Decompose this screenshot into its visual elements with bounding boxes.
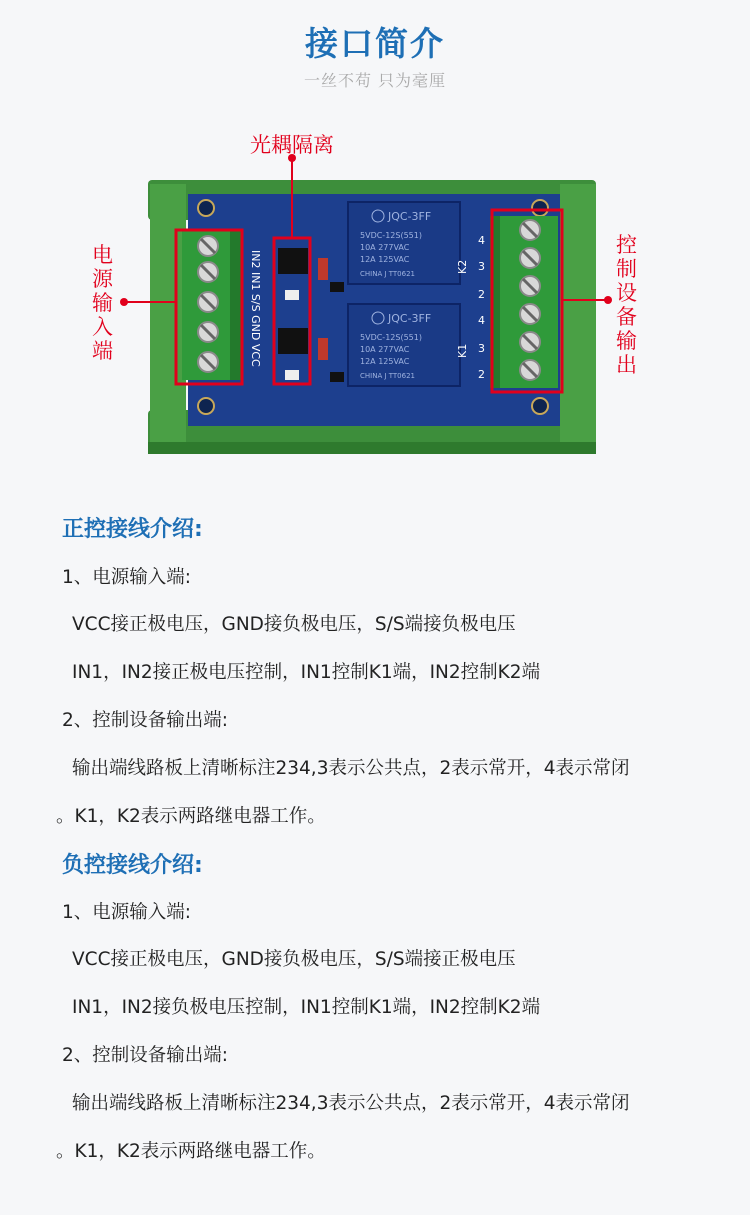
mount-hole — [198, 200, 214, 216]
text-line: 。K1，K2表示两路继电器工作。 — [56, 806, 326, 827]
relay-k2-spec1: 5VDC-12S(551) — [360, 231, 422, 240]
relay-k1-brand: JQC-3FF — [388, 312, 432, 325]
relay-k1-spec2: 10A 277VAC — [360, 345, 410, 354]
terminal-number: 3 — [478, 260, 485, 273]
text-line: 2、控制设备输出端: — [62, 710, 229, 731]
callout-optocoupler-label: 光耦隔离 — [250, 133, 334, 157]
text-line: 1、电源输入端: — [62, 567, 192, 588]
section-heading-negative-control: 负控接线介绍: — [62, 853, 203, 878]
svg-text:控: 控 — [616, 233, 637, 257]
svg-text:源: 源 — [92, 267, 113, 291]
svg-text:设: 设 — [616, 281, 637, 305]
relay-k2-spec4: CHINA J TT0621 — [360, 270, 415, 278]
svg-text:输: 输 — [616, 329, 637, 353]
svg-text:输: 输 — [92, 291, 113, 315]
text-line: VCC接正极电压，GND接负极电压，S/S端接负极电压 — [72, 614, 516, 635]
callout-power-input-label — [92, 243, 114, 363]
output-terminal — [490, 216, 558, 388]
text-line: 2、控制设备输出端: — [62, 1045, 229, 1066]
callout-output-label — [616, 233, 637, 377]
svg-text:端: 端 — [92, 339, 113, 363]
relay-k2 — [348, 202, 460, 284]
mount-hole — [532, 200, 548, 216]
relay-k2-spec2: 10A 277VAC — [360, 243, 410, 252]
relay-k1-spec1: 5VDC-12S(551) — [360, 333, 422, 342]
relay-module-illustration — [0, 120, 750, 480]
terminal-number: 3 — [478, 342, 485, 355]
svg-text:制: 制 — [616, 257, 637, 281]
svg-text:电: 电 — [92, 243, 113, 267]
page-title: 接口简介 — [305, 24, 445, 63]
mount-hole — [532, 398, 548, 414]
relay-k1 — [348, 304, 460, 386]
power-input-terminal — [182, 230, 242, 380]
terminal-number: 2 — [478, 368, 485, 381]
svg-text:出: 出 — [616, 353, 637, 377]
relay-k2-spec3: 12A 125VAC — [360, 255, 410, 264]
section-heading-positive-control: 正控接线介绍: — [62, 517, 203, 542]
terminal-number: 2 — [478, 288, 485, 301]
text-line: 1、电源输入端: — [62, 902, 192, 923]
pin-labels: IN2 IN1 S/S GND VCC — [249, 250, 262, 367]
svg-text:备: 备 — [616, 305, 637, 329]
text-line: IN1，IN2接正极电压控制，IN1控制K1端，IN2控制K2端 — [72, 662, 541, 683]
terminal-number: 4 — [478, 234, 485, 247]
text-line: 。K1，K2表示两路继电器工作。 — [56, 1141, 326, 1162]
text-line: 输出端线路板上清晰标注234,3表示公共点，2表示常开，4表示常闭 — [72, 758, 630, 779]
k2-label: K2 — [456, 259, 469, 274]
text-line: 输出端线路板上清晰标注234,3表示公共点，2表示常开，4表示常闭 — [72, 1093, 630, 1114]
svg-text:入: 入 — [92, 315, 113, 339]
k1-label: K1 — [456, 343, 469, 358]
text-line: VCC接正极电压，GND接负极电压，S/S端接正极电压 — [72, 949, 516, 970]
text-line: IN1，IN2接负极电压控制，IN1控制K1端，IN2控制K2端 — [72, 997, 541, 1018]
relay-k1-spec3: 12A 125VAC — [360, 357, 410, 366]
relay-k2-brand: JQC-3FF — [388, 210, 432, 223]
mount-hole — [198, 398, 214, 414]
terminal-number: 4 — [478, 314, 485, 327]
page-subtitle: 一丝不苟 只为毫厘 — [303, 71, 447, 90]
relay-k1-spec4: CHINA J TT0621 — [360, 372, 415, 380]
